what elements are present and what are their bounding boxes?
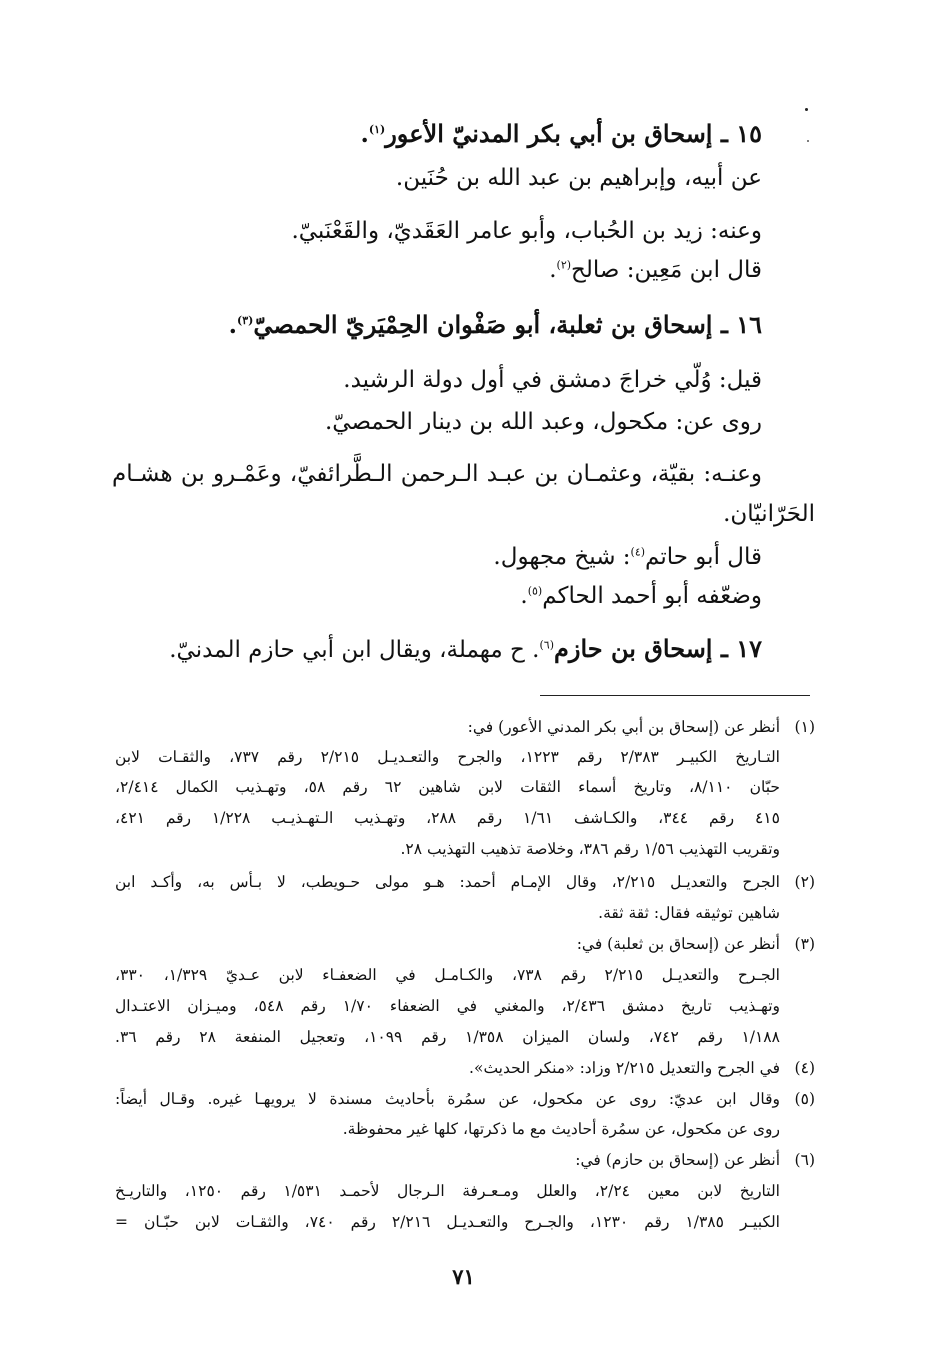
footnote-ref[interactable]: (٢) — [556, 258, 572, 272]
footnote-ref[interactable]: (٦) — [539, 638, 555, 652]
footnote-3-line: أنظر عن (إسحاق بن ثعلبة) في: — [576, 935, 780, 953]
footnote-3-line: ١/١٨٨ رقم ٧٤٢، ولسان الميزان ١/٣٥٨ رقم ١٠٩٩، وتعجيل المنفعة ٢٨ رقم ٣٦. — [115, 1028, 780, 1046]
footnote-2-line: الجرح والتعديـل ٢/٢١٥، وقال الإمـام أحمد: هـو مولى حـويطب، لا بـأس به، وأكـد ابن — [115, 873, 780, 891]
entry-16-narrates-from: روى عن: مكحول، وعبد الله بن دينار الحمصيّ. — [324, 409, 762, 435]
footnote-2-line: شاهين توثيقه فقال: ثقة ثقة. — [598, 904, 780, 922]
entry-16-students-line1: وعنـه: بقيّة، وعثمـان بن عبـد الـرحمن الـطَّرائفيّ، وعَمْـرو بن هشـام — [112, 461, 762, 487]
entry-15-students: وعنه: زيد بن الحُباب، وأبو عامر العَقَديّ، والقَعْنَبيّ. — [291, 218, 762, 244]
footnote-ref[interactable]: (٣) — [237, 314, 254, 327]
footnote-3-line: وتهـذيب تاريخ دمشق ٢/٤٣٦، والمغني في الضعفاء ١/٧٠ رقم ٥٤٨، وميـزان الاعتـدال — [115, 997, 780, 1015]
footnote-3-line: الجـرح والتعديـل ٢/٢١٥ رقم ٧٣٨، والكـامـل في الضعفـاء لابن عـديّ ١/٣٢٩، ٣٣٠، — [115, 966, 780, 984]
entry-15-narrates-from: عن أبيه، وإبراهيم بن عبد الله بن حُنَين. — [395, 165, 762, 191]
footnote-ref[interactable]: (٥) — [527, 584, 543, 598]
footnote-5-line: وقال ابن عديّ: روى عن مكحول، عن سمُرة بأحاديث مسندة لا يرويهـا غيره. وقـال أيضاً: — [115, 1090, 780, 1108]
entry-16-weakened: وضعّفه أبو أحمد الحاكم$^{(٥)}$. — [520, 583, 762, 609]
footnote-2-label: (٢) — [794, 873, 815, 891]
footnote-1-line: وتقريب التهذيب ١/٥٦ رقم ٣٨٦، وخلاصة تذهيب التهذيب ٢٨. — [400, 840, 780, 858]
footnote-1-line: ٤١٥ رقم ٣٤٤، والكـاشف ١/٦١ رقم ٢٨٨، وتهـذيب الـتهـذيـب ١/٢٢٨ رقم ٤٢١، — [115, 809, 780, 827]
footnote-5-line: روى عن مكحول، عن سمُرة أحاديث مع ما ذكرتها، كلها غير محفوظة. — [342, 1120, 780, 1138]
footnote-1-line: أنظر عن (إسحاق بن أبي بكر المدني الأعور) في: — [467, 718, 780, 736]
entry-15-heading: ١٥ ـ إسحاق بن أبي بكر المدنيّ الأعور$^{(١)}$. — [360, 119, 762, 148]
footnote-separator — [540, 695, 810, 696]
footnote-6-line: أنظر عن (إسحاق بن حازم) في: — [575, 1151, 780, 1169]
margin-mark — [805, 108, 808, 111]
footnote-4-label: (٤) — [794, 1059, 815, 1077]
footnote-6-line: التاريخ لابن معين ٢/٢٤، والعلل ومـعـرفة الـرجال لأحمـد ١/٥٣١ رقم ١٢٥٠، والتاريـخ — [115, 1182, 780, 1200]
margin-mark — [807, 140, 809, 142]
footnote-1-line: حبّان ٨/١١٠، وتاريخ أسماء الثقات لابن شاهين ٦٢ رقم ٥٨، وتهـذيب الكمال ٢/٤١٤، — [115, 778, 780, 796]
footnote-4-line: في الجرح والتعديل ٢/٢١٥ وزاد: «منكر الحديث». — [469, 1059, 780, 1077]
footnote-6-line: الكبيـر ١/٣٨٥ رقم ١٢٣٠، والجـرح والتعـديـل ٢/٢١٦ رقم ٧٤٠، والثقـات لابن حبّـان = — [115, 1213, 780, 1231]
entry-16-students-line2: الحَرّانيّان. — [723, 501, 815, 527]
footnote-1-label: (١) — [794, 718, 815, 736]
page-number: ٧١ — [452, 1264, 475, 1289]
footnote-6-label: (٦) — [794, 1151, 815, 1169]
footnote-3-label: (٣) — [794, 935, 815, 953]
footnote-ref[interactable]: (١) — [368, 123, 386, 136]
footnote-5-label: (٥) — [794, 1090, 815, 1108]
footnote-ref[interactable]: (٤) — [630, 545, 646, 559]
entry-15-verdict: قال ابن مَعِين: صالح$^{(٢)}$. — [549, 257, 762, 283]
entry-16-office: قيل: وُلّي خراجَ دمشق في أول دولة الرشيد. — [343, 367, 762, 393]
entry-17-heading: ١٧ ـ إسحاق بن حازم$^{(٦)}$. ح مهملة، ويقال ابن أبي حازم المدنيّ. — [169, 634, 762, 663]
footnote-1-line: التـاريخ الكبيـر ٢/٣٨٣ رقم ١٢٢٣، والجرح والتعـديـل ٢/٢١٥ رقم ٧٣٧، والثقـات لابن — [115, 748, 780, 766]
entry-16-heading: ١٦ ـ إسحاق بن ثعلبة، أبو صَفْوان الحِمْيَريّ الحمصيّ$^{(٣)}$. — [228, 310, 762, 339]
entry-16-abu-hatim: قال أبو حاتم$^{(٤)}$: شيخ مجهول. — [493, 544, 762, 570]
